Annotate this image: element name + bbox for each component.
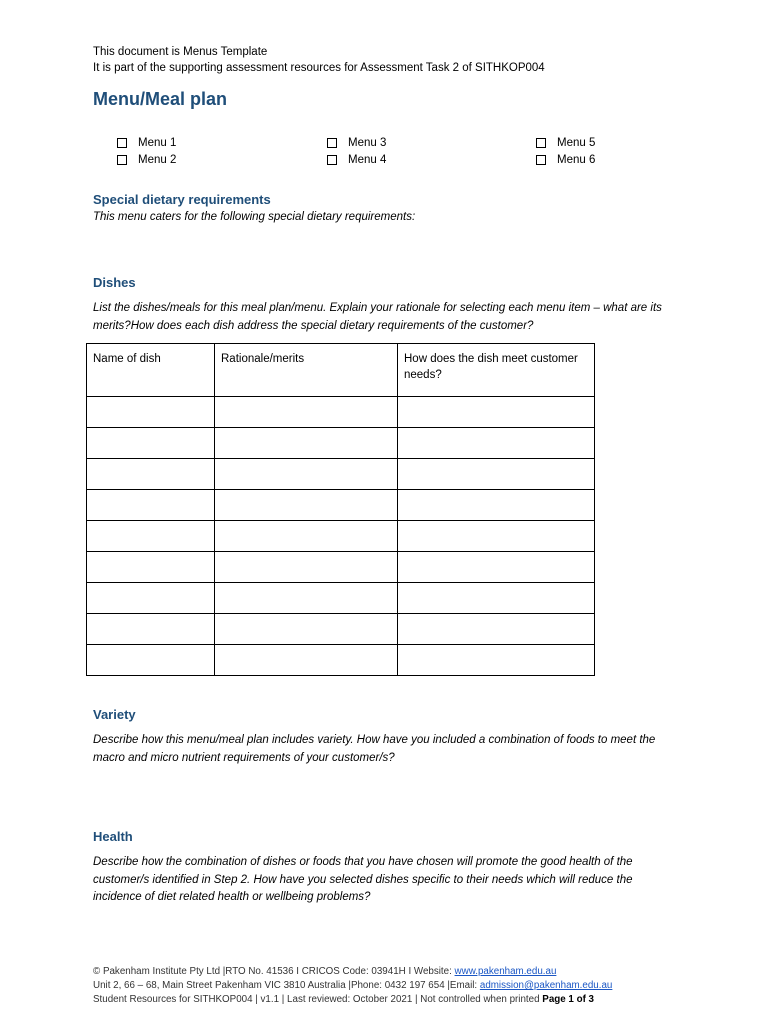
table-cell[interactable] <box>398 583 595 614</box>
table-cell[interactable] <box>215 521 398 552</box>
table-cell[interactable] <box>398 614 595 645</box>
dishes-table <box>86 343 595 676</box>
variety-instructions: Describe how this menu/meal plan includes variety. How have you included a combination of foods to meet the macro and micro nutrient requirements of your customer/s? <box>93 734 656 764</box>
table-row <box>87 552 595 583</box>
checkbox-icon <box>327 155 337 165</box>
table-cell[interactable] <box>87 490 215 521</box>
table-cell[interactable] <box>398 490 595 521</box>
table-cell[interactable] <box>87 397 215 428</box>
page-number: Page 1 of 3 <box>542 994 595 1005</box>
page-title: Menu/Meal plan <box>93 89 228 109</box>
checkbox-icon <box>536 155 546 165</box>
table-cell[interactable] <box>87 459 215 490</box>
column-header-rationale: Rationale/merits <box>215 344 398 397</box>
table-cell[interactable] <box>398 397 595 428</box>
table-row <box>87 490 595 521</box>
menu-2-checkbox[interactable] <box>93 151 176 168</box>
header-line-1: This document is Menus Template <box>93 46 268 58</box>
table-cell[interactable] <box>215 645 398 676</box>
health-heading: Health <box>93 829 133 844</box>
table-header-row <box>87 344 595 397</box>
dishes-heading: Dishes <box>93 275 136 290</box>
table-cell[interactable] <box>215 614 398 645</box>
table-cell[interactable] <box>87 583 215 614</box>
special-dietary-heading: Special dietary requirements <box>93 192 271 207</box>
menu-1-label: Menu 1 <box>138 136 177 149</box>
table-cell[interactable] <box>215 459 398 490</box>
checkbox-icon <box>327 138 337 148</box>
column-header-name-of-dish: Name of dish <box>87 344 215 397</box>
menu-3-checkbox[interactable] <box>303 134 386 151</box>
menu-5-checkbox[interactable] <box>512 134 595 151</box>
email-link[interactable]: admission@pakenham.edu.au <box>479 980 613 991</box>
page-footer <box>93 965 612 1007</box>
menu-6-checkbox[interactable] <box>512 151 595 168</box>
table-row <box>87 428 595 459</box>
footer-version: Student Resources for SITHKOP004 | v1.1 | Last reviewed: October 2021 | Not controlled when printed <box>93 994 543 1005</box>
checkbox-icon <box>117 138 127 148</box>
menu-2-label: Menu 2 <box>138 153 177 166</box>
table-cell[interactable] <box>215 490 398 521</box>
menu-checklist <box>93 134 653 174</box>
menu-6-label: Menu 6 <box>557 153 596 166</box>
footer-line-1 <box>93 965 612 979</box>
menu-3-label: Menu 3 <box>348 136 387 149</box>
table-cell[interactable] <box>87 645 215 676</box>
table-row <box>87 583 595 614</box>
header-line-2: It is part of the supporting assessment resources for Assessment Task 2 of SITHKOP004 <box>93 62 545 74</box>
table-cell[interactable] <box>398 428 595 459</box>
table-cell[interactable] <box>215 552 398 583</box>
table-row <box>87 459 595 490</box>
table-row <box>87 521 595 552</box>
health-instructions: Describe how the combination of dishes or foods that you have chosen will promote the good health of the customer/s identified in Step 2. How have you selected dishes specific to their needs which will reduce the incidence of diet related health or wellbeing problems? <box>93 856 633 903</box>
table-cell[interactable] <box>398 645 595 676</box>
footer-copyright: © Pakenham Institute Pty Ltd |RTO No. 41536 I CRICOS Code: 03941H I Website: <box>93 966 455 977</box>
table-cell[interactable] <box>215 397 398 428</box>
column-header-customer-needs: How does the dish meet customer needs? <box>398 344 595 397</box>
menu-5-label: Menu 5 <box>557 136 596 149</box>
footer-address: Unit 2, 66 – 68, Main Street Pakenham VIC 3810 Australia |Phone: 0432 197 654 |Email: <box>93 980 480 991</box>
table-cell[interactable] <box>87 428 215 459</box>
checkbox-icon <box>536 138 546 148</box>
website-link[interactable]: www.pakenham.edu.au <box>454 966 557 977</box>
table-cell[interactable] <box>215 583 398 614</box>
table-cell[interactable] <box>87 521 215 552</box>
special-dietary-text: This menu caters for the following special dietary requirements: <box>93 211 416 223</box>
menu-4-label: Menu 4 <box>348 153 387 166</box>
menu-4-checkbox[interactable] <box>303 151 386 168</box>
menu-1-checkbox[interactable] <box>93 134 176 151</box>
checkbox-icon <box>117 155 127 165</box>
footer-line-3 <box>93 993 612 1007</box>
table-row <box>87 645 595 676</box>
document-header <box>93 44 545 76</box>
table-cell[interactable] <box>87 614 215 645</box>
footer-line-2 <box>93 979 612 993</box>
dishes-instructions: List the dishes/meals for this meal plan/menu. Explain your rationale for selecting each menu item – what are its merits?How does each dish address the special dietary requirements of the customer? <box>93 302 662 332</box>
table-cell[interactable] <box>87 552 215 583</box>
table-cell[interactable] <box>398 459 595 490</box>
table-cell[interactable] <box>398 552 595 583</box>
table-cell[interactable] <box>215 428 398 459</box>
variety-heading: Variety <box>93 707 136 722</box>
table-cell[interactable] <box>398 521 595 552</box>
table-row <box>87 397 595 428</box>
table-row <box>87 614 595 645</box>
